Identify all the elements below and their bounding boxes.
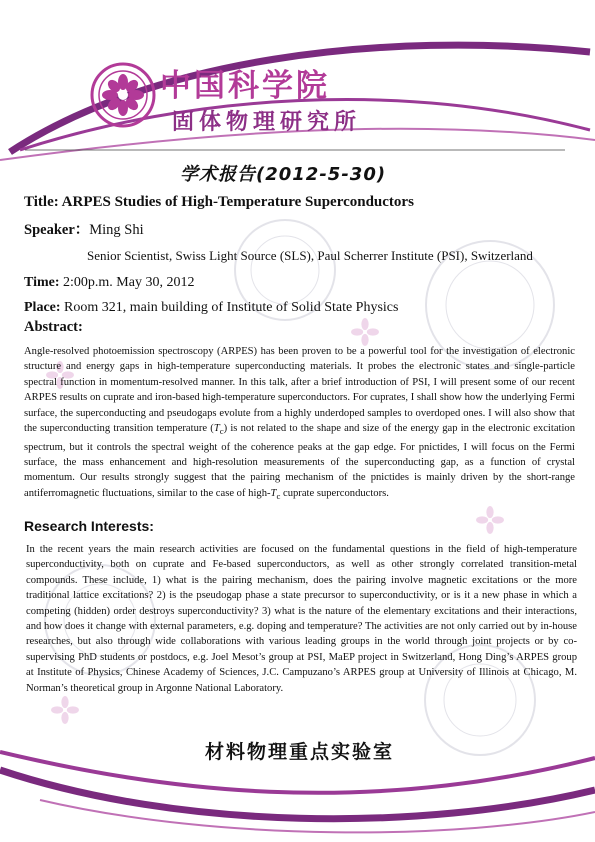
flower-watermark-icon [470,500,510,540]
event-title: 学术报告(2012-5-30) [180,164,387,185]
cas-flower-logo-icon [90,62,156,128]
talk-place: Room 321, main building of Institute of Solid State Physics [64,300,399,315]
footer-lab-name-cn: 材料物理重点实验室 [205,741,395,763]
abstract-text-3: cuprate superconductors. [280,487,389,499]
place-line [24,300,398,316]
speaker-label: Speaker： [24,222,90,238]
speaker-name: Ming Shi [89,222,144,238]
abstract-text-1: Angle-resolved photoemission spectroscopy (ARPES) has been proven to be a powerful tool for the investigation of electronic structure and energy gaps in high-temperature superconducting materials. It probes the electronic states and single-particle spectral function in momentum-resolved manner. In this talk, after a brief introduction of PSI, I will present some of our recent ARPES results on cuprate and iron-based high-temperature superconductors. For cuprates, I shall show how the underlying Fermi surface, the superconducting and pseudogaps evolute from a highly underdoped samples to overdoped ones. I will also show that the superconducting transition temperature ( [24,346,575,435]
talk-title: ARPES Studies of High-Temperature Superconductors [61,194,414,210]
abstract-text-2: ) is not related to the shape and size of the energy gap in the electronic excitation spectrum, but it controls the spectral weight of the coherence peaks at the gap edge. For pnictides, I will focus on the Fermi surface, the mass enhancement and high-resolution measurements of the superconducting gap, as a function of crystal momentum. Our results strongly suggest that the pairing mechanism of the pnictides is mainly driven by the short-range antiferromagnetic fluctuations, similar to the case of high- [24,423,576,499]
institute-name-cn: 固体物理研究所 [172,110,362,135]
talk-time: 2:00p.m. May 30, 2012 [63,275,195,290]
tc-subscript-2: c [276,490,281,501]
place-label: Place: [24,300,61,315]
abstract-heading: Abstract: [24,319,83,335]
time-label: Time: [24,275,60,290]
research-heading: Research Interests: [24,518,154,534]
time-line [24,275,194,291]
title-label: Title [24,194,54,210]
tc-subscript: c [219,426,224,437]
tc-symbol-2: T [270,487,277,499]
speaker-line [24,218,144,239]
title-line: Title: ARPES Studies of High-Temperature Superconductors [24,194,414,210]
research-body: In the recent years the main research activities are focused on the fundamental questions in the field of high-temperature superconductivity, both on cuprate and Fe-based superconductors, as well as other strongly correlated transition-metal compounds. These include, 1) what is the pairing mechanism, does the pairing involve magnetic excitations or the more traditional lattice excitations? 2) is the pseudogap phase a state precursor to superconductivity, or is it a new phase in which a competing (hidden) order destroys superconductivity? 3) what is the nature of the elementary excitations and their interactions, and how does it change with external parameters, e.g. doping and temperature? The activities are not only carried out by in-house researches, but also through wide collaborations with various leading groups in the world through joint projects or by co-supervising PhD students or postdocs, e.g. Joel Mesot’s group at PSI, MaEP project in Switzerland, Hong Ding’s ARPES group at Institute of Physics, Chinese Academy of Sciences, J.C. Campuzano’s ARPES group at University of Illinois at Chicago, M. Norman’s theoretical group in Argonne National Laboratory. [26,544,577,694]
speaker-affiliation: Senior Scientist, Swiss Light Source (SLS), Paul Scherrer Institute (PSI), Switzerland [87,248,533,263]
tc-symbol: T [213,423,220,435]
institution-name-cn: 中国科学院 [160,68,330,104]
abstract-body [24,344,575,504]
